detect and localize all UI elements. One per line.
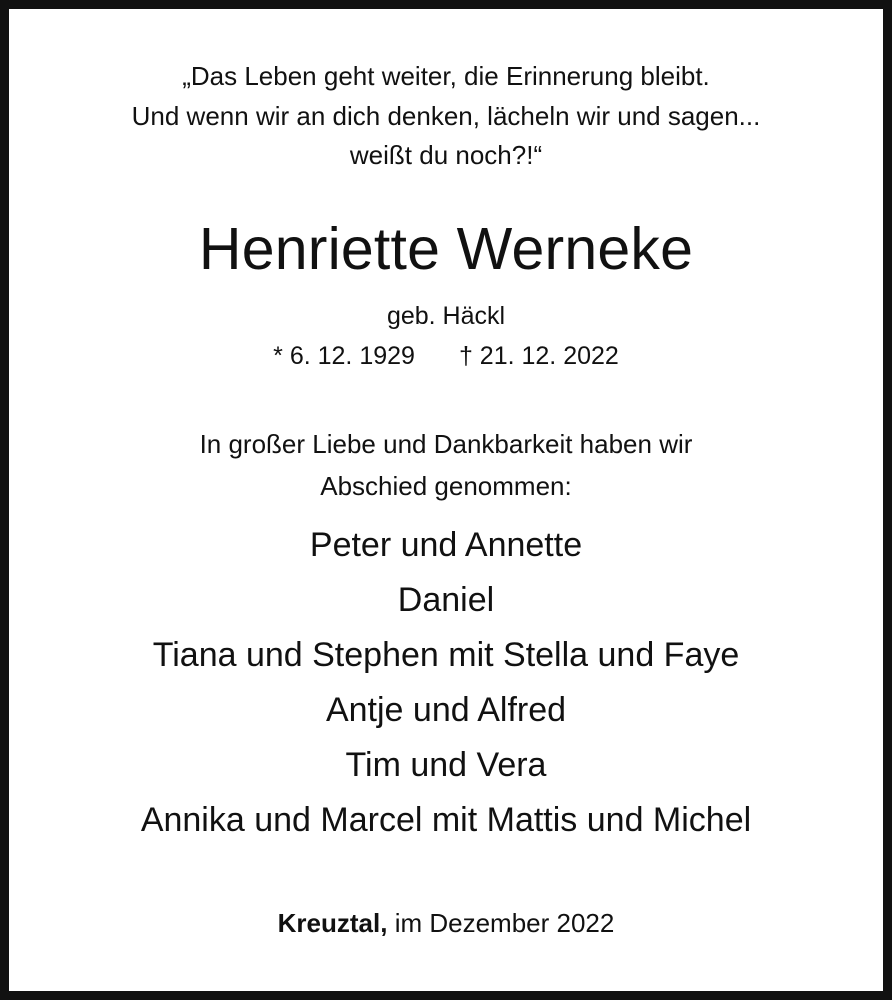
death-date: † 21. 12. 2022 <box>458 342 619 370</box>
footer-date: im Dezember 2022 <box>394 908 615 938</box>
family-member-line: Tiana und Stephen mit Stella und Faye <box>152 636 740 674</box>
maiden-name: geb. Häckl <box>386 302 506 330</box>
family-member-line: Peter und Annette <box>309 526 583 564</box>
footer-place-date <box>9 909 883 937</box>
family-member-line: Daniel <box>397 581 495 619</box>
quote-line-2: Und wenn wir an dich denken, lächeln wir und sagen... <box>131 101 761 131</box>
life-dates <box>9 342 883 370</box>
deceased-name: Henriette Werneke <box>198 216 694 282</box>
family-member-line: Annika und Marcel mit Mattis und Michel <box>140 801 752 839</box>
family-member-line: Antje und Alfred <box>325 691 567 729</box>
intro-line-2: Abschied genommen: <box>320 471 572 501</box>
family-member-line: Tim und Vera <box>345 746 547 784</box>
footer-place: Kreuztal, <box>277 908 388 938</box>
birth-date: * 6. 12. 1929 <box>273 342 415 370</box>
quote-line-1: „Das Leben geht weiter, die Erinnerung bleibt. <box>182 61 710 91</box>
intro-line-1: In großer Liebe und Dankbarkeit haben wir <box>199 429 693 459</box>
quote-line-3: weißt du noch?!“ <box>349 140 543 170</box>
